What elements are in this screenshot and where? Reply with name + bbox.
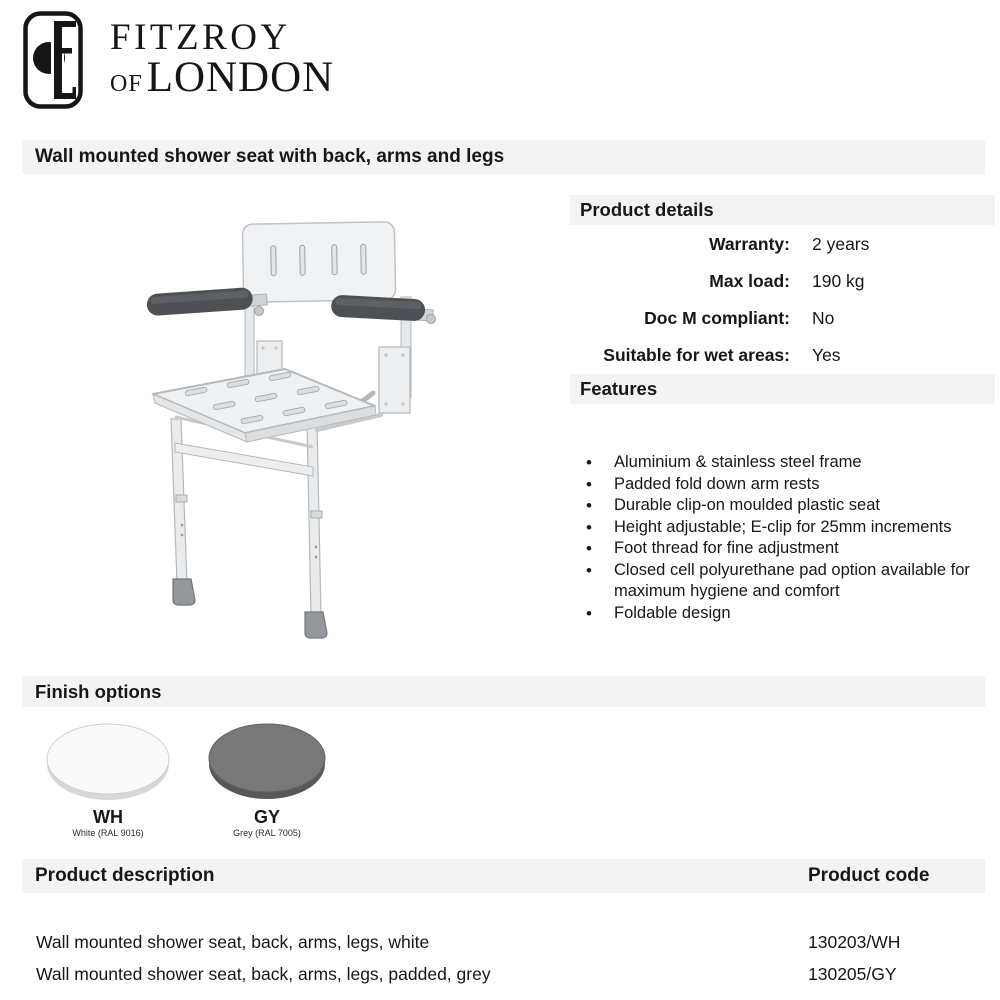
- product-code: 130205/GY: [808, 963, 897, 984]
- spec-label: Suitable for wet areas:: [603, 345, 790, 365]
- features-list: [578, 452, 982, 624]
- spec-label: Max load:: [709, 271, 790, 291]
- swatch-disc-white-icon: [45, 722, 171, 802]
- shower-seat-illustration: [135, 195, 465, 660]
- finish-options-heading: Finish options: [22, 676, 985, 707]
- swatch-disc-grey-icon: [205, 722, 329, 802]
- product-description-heading: Product description: [35, 865, 215, 886]
- spec-label: Warranty:: [708, 234, 790, 254]
- finish-swatch-grey: [205, 722, 329, 838]
- brand-wordmark: [110, 17, 335, 108]
- product-description: Wall mounted shower seat, back, arms, legs, white: [36, 931, 430, 952]
- feature-item: • Durable clip-on moulded plastic seat: [578, 495, 982, 517]
- swatch-name: White (RAL 9016): [72, 828, 144, 838]
- brand-name-london: LONDON: [146, 54, 335, 101]
- spec-table: [570, 226, 995, 374]
- spec-value: No: [812, 308, 835, 328]
- seat: [153, 369, 376, 442]
- armrest-right: [331, 295, 434, 322]
- swatch-name: Grey (RAL 7005): [233, 828, 301, 838]
- product-row: [36, 958, 985, 990]
- spec-row: [570, 337, 995, 374]
- backrest: [242, 222, 395, 303]
- product-code-heading: Product code: [808, 865, 930, 886]
- page-title-bar: [22, 140, 985, 174]
- swatch-code: WH: [93, 807, 123, 827]
- spec-row: [570, 226, 995, 263]
- finish-swatch-white: [45, 722, 171, 838]
- fitzroy-monogram-logo: [23, 11, 83, 109]
- spec-value: Yes: [812, 345, 841, 365]
- feature-item: • Padded fold down arm rests: [578, 474, 982, 496]
- spec-row: [570, 300, 995, 337]
- feature-item: • Foot thread for fine adjustment: [578, 538, 982, 560]
- brand-name-line2: [110, 54, 335, 108]
- feature-item: • Height adjustable; E-clip for 25mm increments: [578, 517, 982, 539]
- product-photo: [135, 195, 465, 660]
- brand-name-of: OF: [110, 71, 143, 97]
- product-description: Wall mounted shower seat, back, arms, legs, padded, grey: [36, 963, 491, 984]
- feature-item: • Aluminium & stainless steel frame: [578, 452, 982, 474]
- features-heading: Features: [570, 374, 995, 404]
- spec-value: 2 years: [812, 234, 870, 254]
- product-details-heading: Product details: [570, 195, 995, 225]
- feature-item: • Foldable design: [578, 603, 982, 625]
- product-code: 130203/WH: [808, 931, 901, 952]
- product-table-header: [22, 859, 985, 893]
- brand-name-line1: FITZROY: [110, 17, 291, 58]
- spec-row: [570, 263, 995, 300]
- spec-label: Doc M compliant:: [644, 308, 790, 328]
- swatch-code: GY: [253, 807, 280, 827]
- product-row: [36, 926, 985, 958]
- spec-value: 190 kg: [812, 271, 865, 291]
- wall-plate-right: [379, 347, 410, 413]
- page-title: Wall mounted shower seat with back, arms and legs: [35, 146, 505, 167]
- feature-item: • Closed cell polyurethane pad option available for maximum hygiene and comfort: [578, 560, 982, 603]
